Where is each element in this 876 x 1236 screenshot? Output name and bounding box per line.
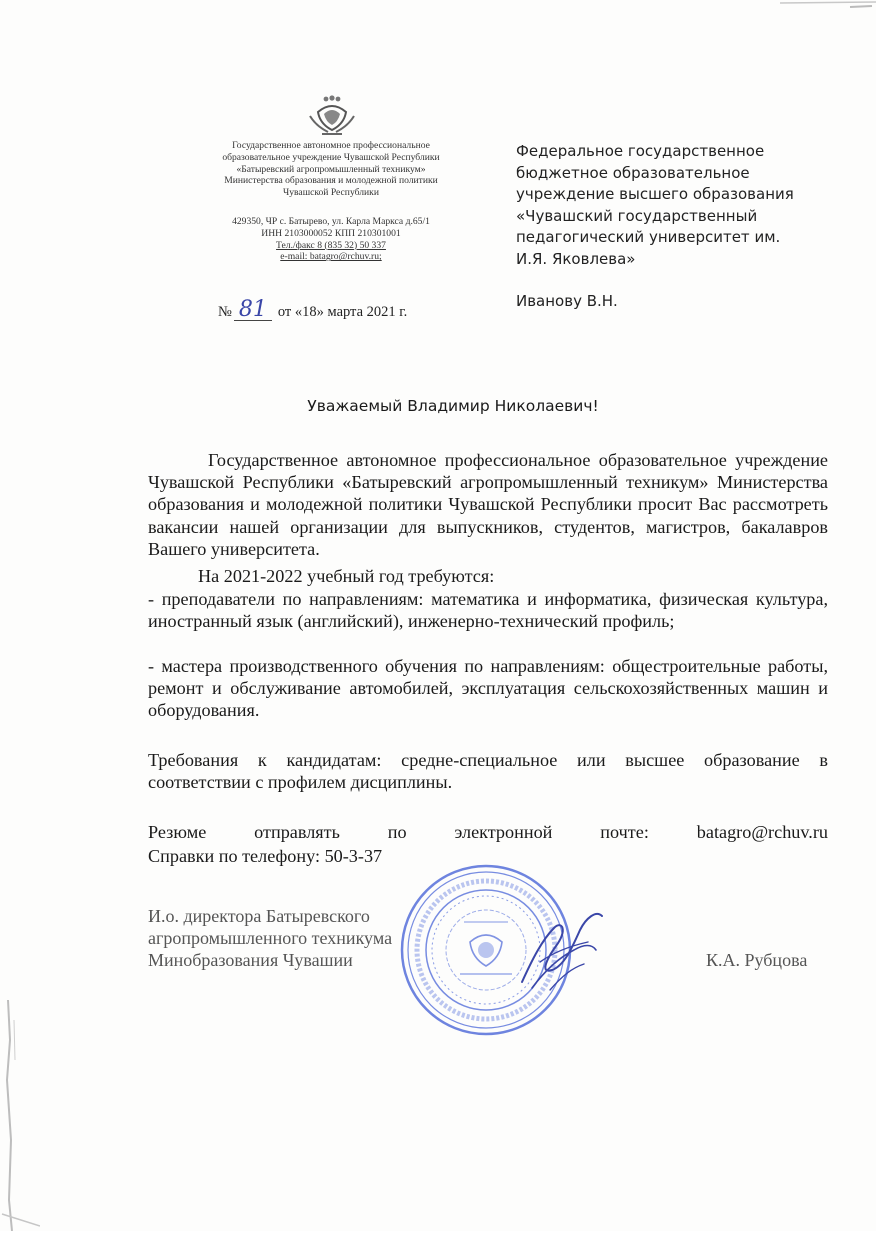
scan-edge-mark [780,0,876,12]
signatory-name: К.А. Рубцова [706,950,808,970]
scan-edge-artifact [0,1000,40,1231]
organization-contacts [186,216,476,263]
paragraph-year: На 2021-2022 учебный год требуются: [198,566,495,586]
inn-line: ИНН 2103000052 КПП 210301001 [261,227,401,239]
paragraph-requirements: Требования к кандидатам: средне-специальное или высшее образование в соответствии с профилем дисциплины. [148,750,828,793]
address-line: 429350, ЧР с. Батырево, ул. Карла Маркса д.65/1 [232,216,430,227]
email-line: e-mail: batagro@rchuv.ru; [280,251,382,263]
paragraph-teachers: - преподаватели по направлениям: математика и информатика, физическая культура, иностранный язык (английский), инженерно-технический профиль; [148,589,828,632]
handwritten-number: 81 [234,300,272,321]
paragraph-phone: Справки по телефону: 50-3-37 [148,846,383,866]
phone-line: Тел./факс 8 (835 32) 50 337 [276,239,386,251]
paragraph-resume: Резюме отправлять по электронной почте: batagro@rchuv.ru [148,822,828,842]
handwritten-signature-icon [510,900,610,996]
addressee-person: Иванову В.Н. [516,292,618,310]
addressee-organization: Федеральное государственное бюджетное образовательное учреждение высшего образования «Чувашский государственный педагогический университет им. И.Я. Яковлева» [516,142,794,268]
salutation: Уважаемый Владимир Николаевич! [307,397,599,415]
registration-number: № 81 от «18» марта 2021 г. [218,297,408,322]
organization-name: Государственное автономное профессиональное образовательное учреждение Чувашской Республики «Батыревский агропромышленный техникум» Министерства образования и молодежной политики Чувашской Республики [222,140,440,199]
registration-date: от «18» марта 2021 г. [277,304,408,320]
paragraph-intro: Государственное автономное профессиональное образовательное учреждение Чувашской Республики «Батыревский агропромышленный техникум» Министерства образования и молодежной политики Чувашской Республики просит Вас рассмотреть вакансии нашей организации для выпускников, студентов, магистров, бакалавров Вашего университета. [148,450,828,559]
signatory-position: И.о. директора Батыревского агропромышленного техникума Минобразования Чувашии [148,906,393,971]
paragraph-masters: - мастера производственного обучения по направлениям: общестроительные работы, ремонт и обслуживание автомобилей, эксплуатация сельскохозяйственных машин и оборудования. [148,656,828,721]
chuvash-emblem-icon [304,92,360,138]
